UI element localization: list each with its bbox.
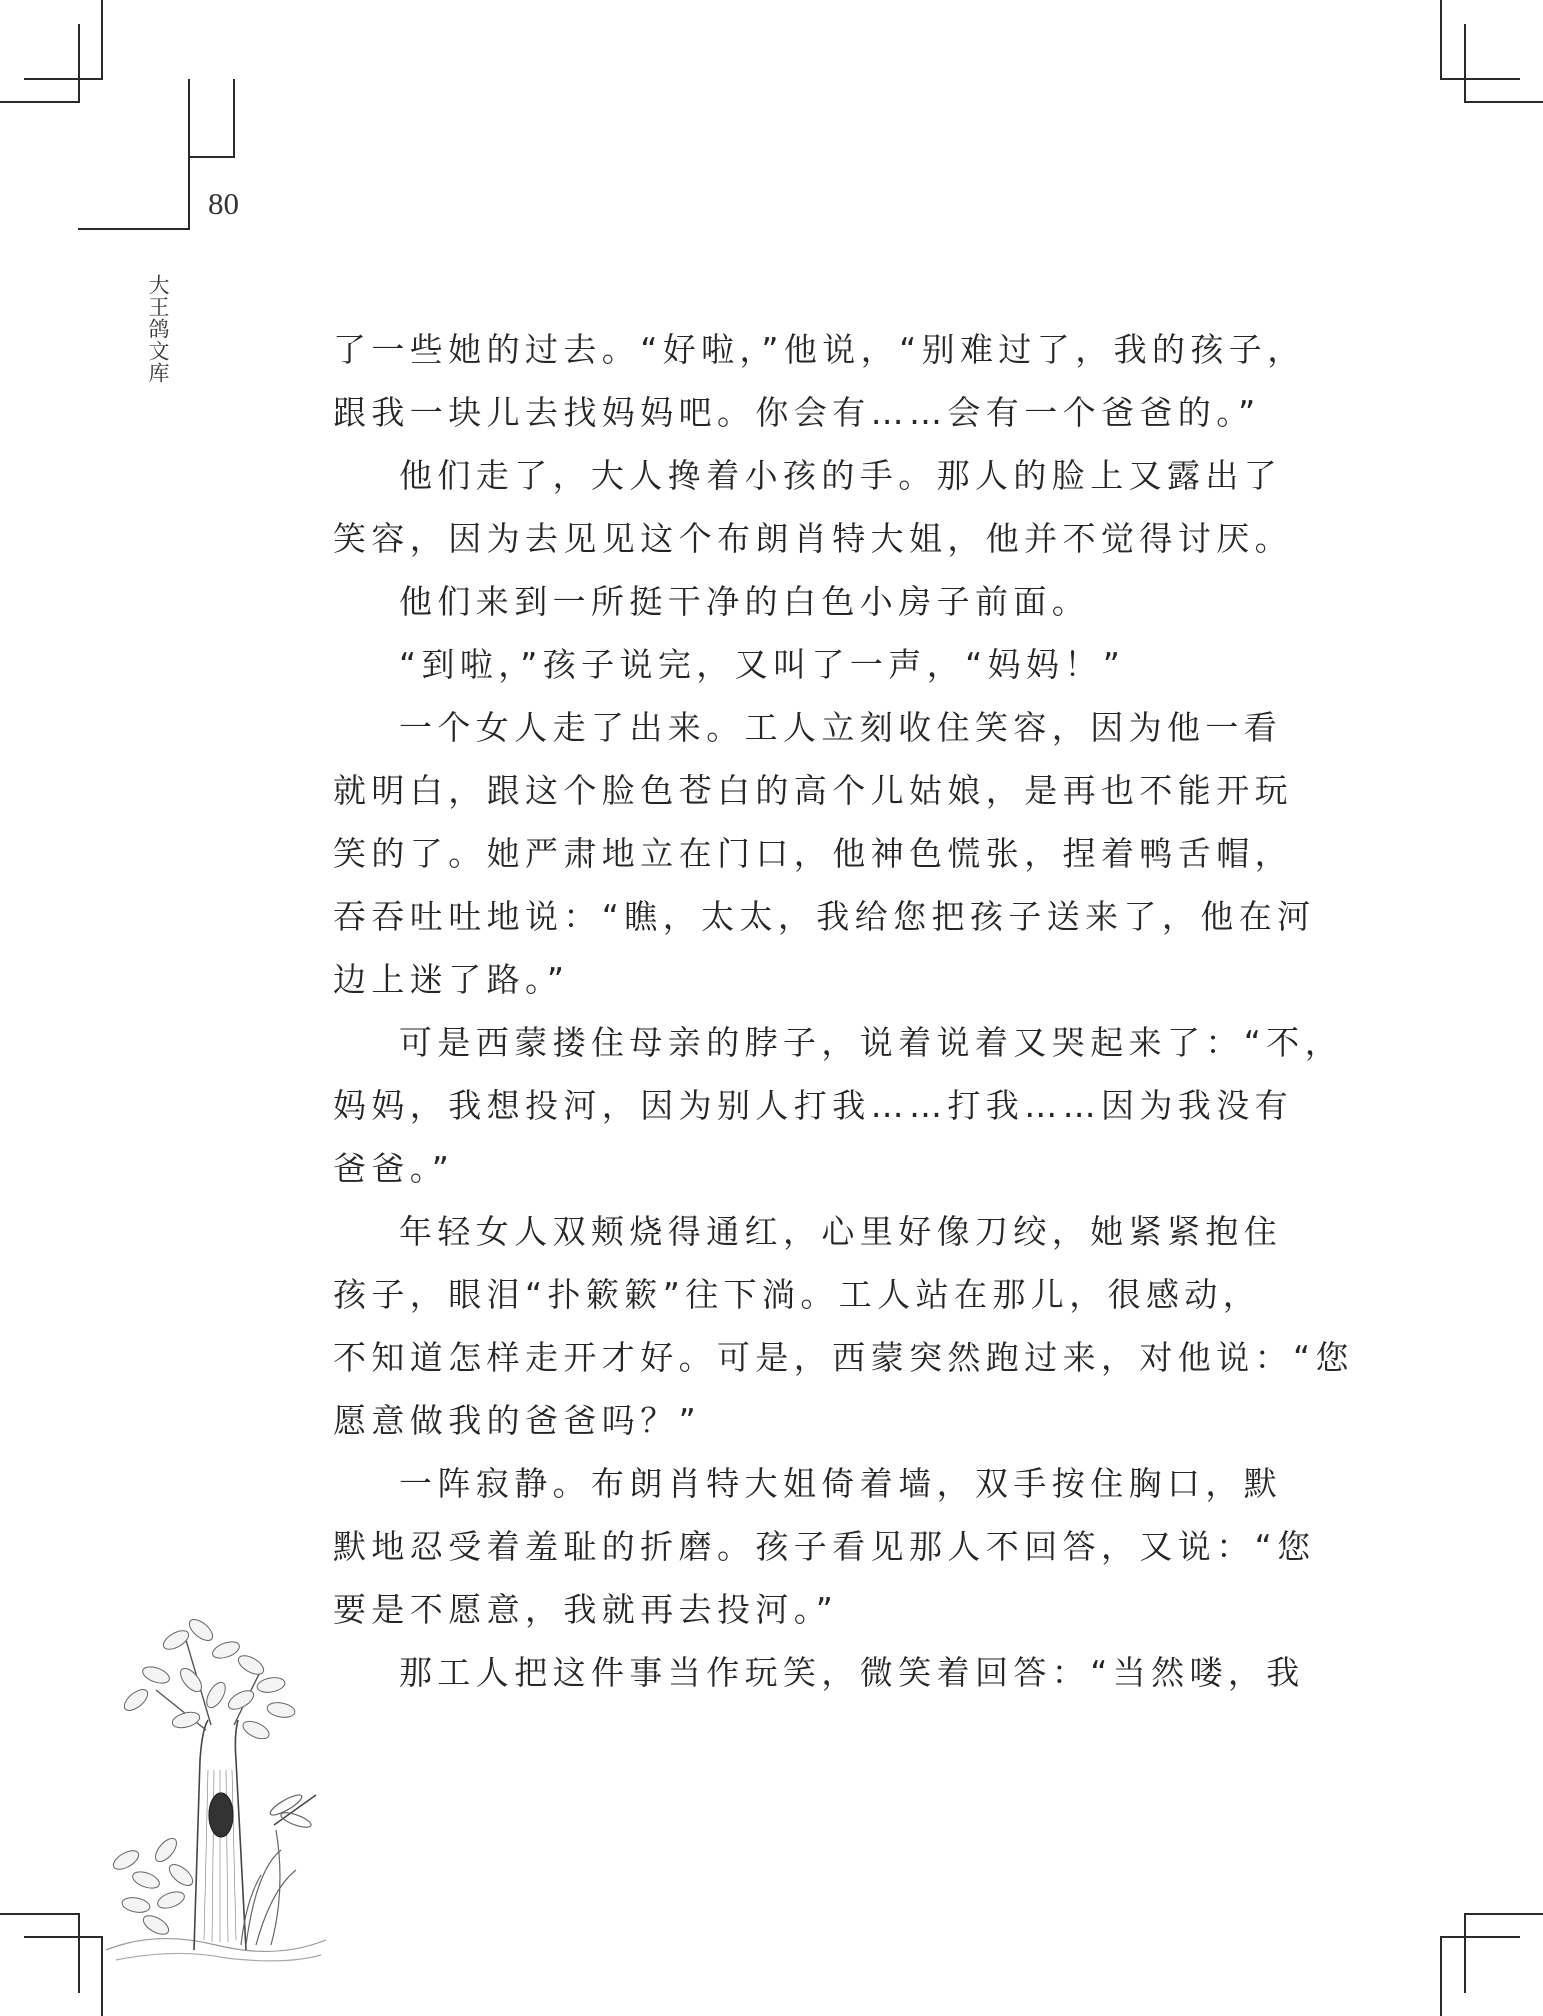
tree-sketch-icon [96,1610,336,1990]
text-line: 就明白，跟这个脸色苍白的高个儿姑娘，是再也不能开玩 [333,771,1293,810]
text-line: 妈妈，我想投河，因为别人打我……打我……因为我没有 [333,1086,1293,1125]
page-number: 80 [208,186,239,221]
text-line: 愿意做我的爸爸吗？” [333,1401,702,1440]
text-line: 那工人把这件事当作玩笑，微笑着回答：“当然喽，我 [399,1653,1305,1692]
text-line: 了一些她的过去。“好啦，”他说，“别难过了，我的孩子， [333,330,1306,369]
series-title: 大王鸽文库 [146,274,170,384]
text-line: 不知道怎样走开才好。可是，西蒙突然跑过来，对他说：“您 [333,1338,1354,1377]
text-line: 他们来到一所挺干净的白色小房子前面。 [399,582,1091,621]
tree-illustration [96,1610,336,1990]
text-line: “到啦，”孩子说完，又叫了一声，“妈妈！” [399,645,1126,684]
text-line: 年轻女人双颊烧得通红，心里好像刀绞，她紧紧抱住 [399,1212,1283,1251]
text-line: 要是不愿意，我就再去投河。” [333,1590,839,1629]
text-line: 默地忍受着羞耻的折磨。孩子看见那人不回答，又说：“您 [333,1527,1316,1566]
text-line: 可是西蒙搂住母亲的脖子，说着说着又哭起来了：“不， [399,1023,1344,1062]
text-line: 边上迷了路。” [333,960,570,999]
text-line: 一阵寂静。布朗肖特大姐倚着墙，双手按住胸口，默 [399,1464,1283,1503]
body-text [333,318,1354,1704]
text-line: 跟我一块儿去找妈妈吧。你会有……会有一个爸爸的。” [333,393,1261,432]
text-line: 孩子，眼泪“扑簌簌”往下淌。工人站在那儿，很感动， [333,1275,1262,1314]
text-line: 吞吞吐吐地说：“瞧，太太，我给您把孩子送来了，他在河 [333,897,1316,936]
text-line: 笑容，因为去见见这个布朗肖特大姐，他并不觉得讨厌。 [333,519,1293,558]
text-line: 一个女人走了出来。工人立刻收住笑容，因为他一看 [399,708,1283,747]
text-line: 笑的了。她严肃地立在门口，他神色慌张，捏着鸭舌帽， [333,834,1293,873]
text-line: 爸爸。” [333,1149,455,1188]
text-line: 他们走了，大人搀着小孩的手。那人的脸上又露出了 [399,456,1283,495]
